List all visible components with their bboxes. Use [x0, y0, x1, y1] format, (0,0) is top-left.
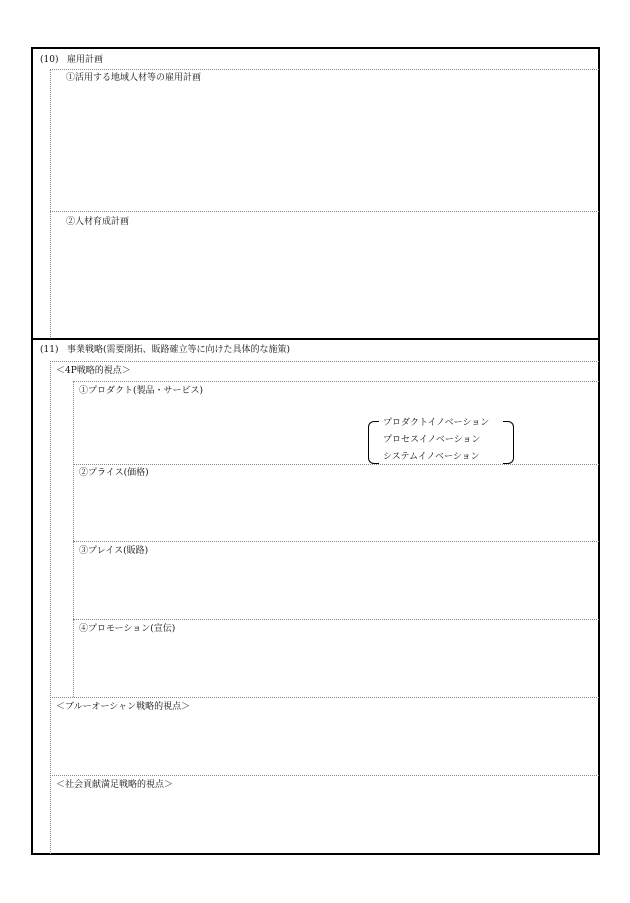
- four-p-bottom-divider: [50, 697, 599, 698]
- innovations-left-bracket: [368, 421, 379, 464]
- business-strategy-section: [31, 338, 600, 855]
- price-divider: [73, 541, 599, 542]
- section-10-left-guide: [50, 69, 51, 339]
- blue-ocean-divider: [50, 775, 599, 776]
- blue-ocean-heading: ＜ブルーオーシャン戦略的視点＞: [56, 702, 191, 712]
- section-11-left-guide: [50, 361, 51, 854]
- system-innovation-label: システムイノベーション: [383, 452, 480, 462]
- local-talent-hiring-label: ①活用する地域人材等の雇用計画: [66, 73, 202, 83]
- talent-development-label: ②人材育成計画: [66, 217, 130, 227]
- process-innovation-label: プロセスイノベーション: [383, 435, 481, 445]
- promotion-label: ④プロモーション(宣伝): [79, 624, 176, 634]
- place-label: ③プレイス(販路): [79, 546, 149, 556]
- product-label: ①プロダクト(製品・サービス): [79, 386, 204, 396]
- social-contribution-heading: ＜社会貢献満足戦略的視点＞: [56, 780, 174, 790]
- section-10-number: (10): [40, 55, 59, 65]
- section-11-number: (11): [40, 345, 59, 355]
- section-11-title: 事業戦略(需要開拓、販路確立等に向けた具体的な施策): [67, 345, 291, 355]
- product-innovation-label: プロダクトイノベーション: [383, 418, 490, 428]
- innovations-right-bracket: [503, 421, 514, 464]
- four-p-heading: ＜4P戦略的視点＞: [56, 366, 131, 376]
- employment-plan-section: [31, 47, 600, 340]
- four-p-left-guide: [73, 381, 74, 697]
- price-label: ②プライス(価格): [79, 468, 149, 478]
- four-p-heading-divider: [73, 381, 599, 382]
- place-divider: [73, 619, 599, 620]
- section-10-title-divider: [50, 69, 599, 70]
- product-divider: [73, 464, 599, 465]
- section-10-title: 雇用計画: [67, 55, 104, 65]
- section-10-item-divider: [50, 211, 599, 212]
- section-11-title-divider: [50, 361, 599, 362]
